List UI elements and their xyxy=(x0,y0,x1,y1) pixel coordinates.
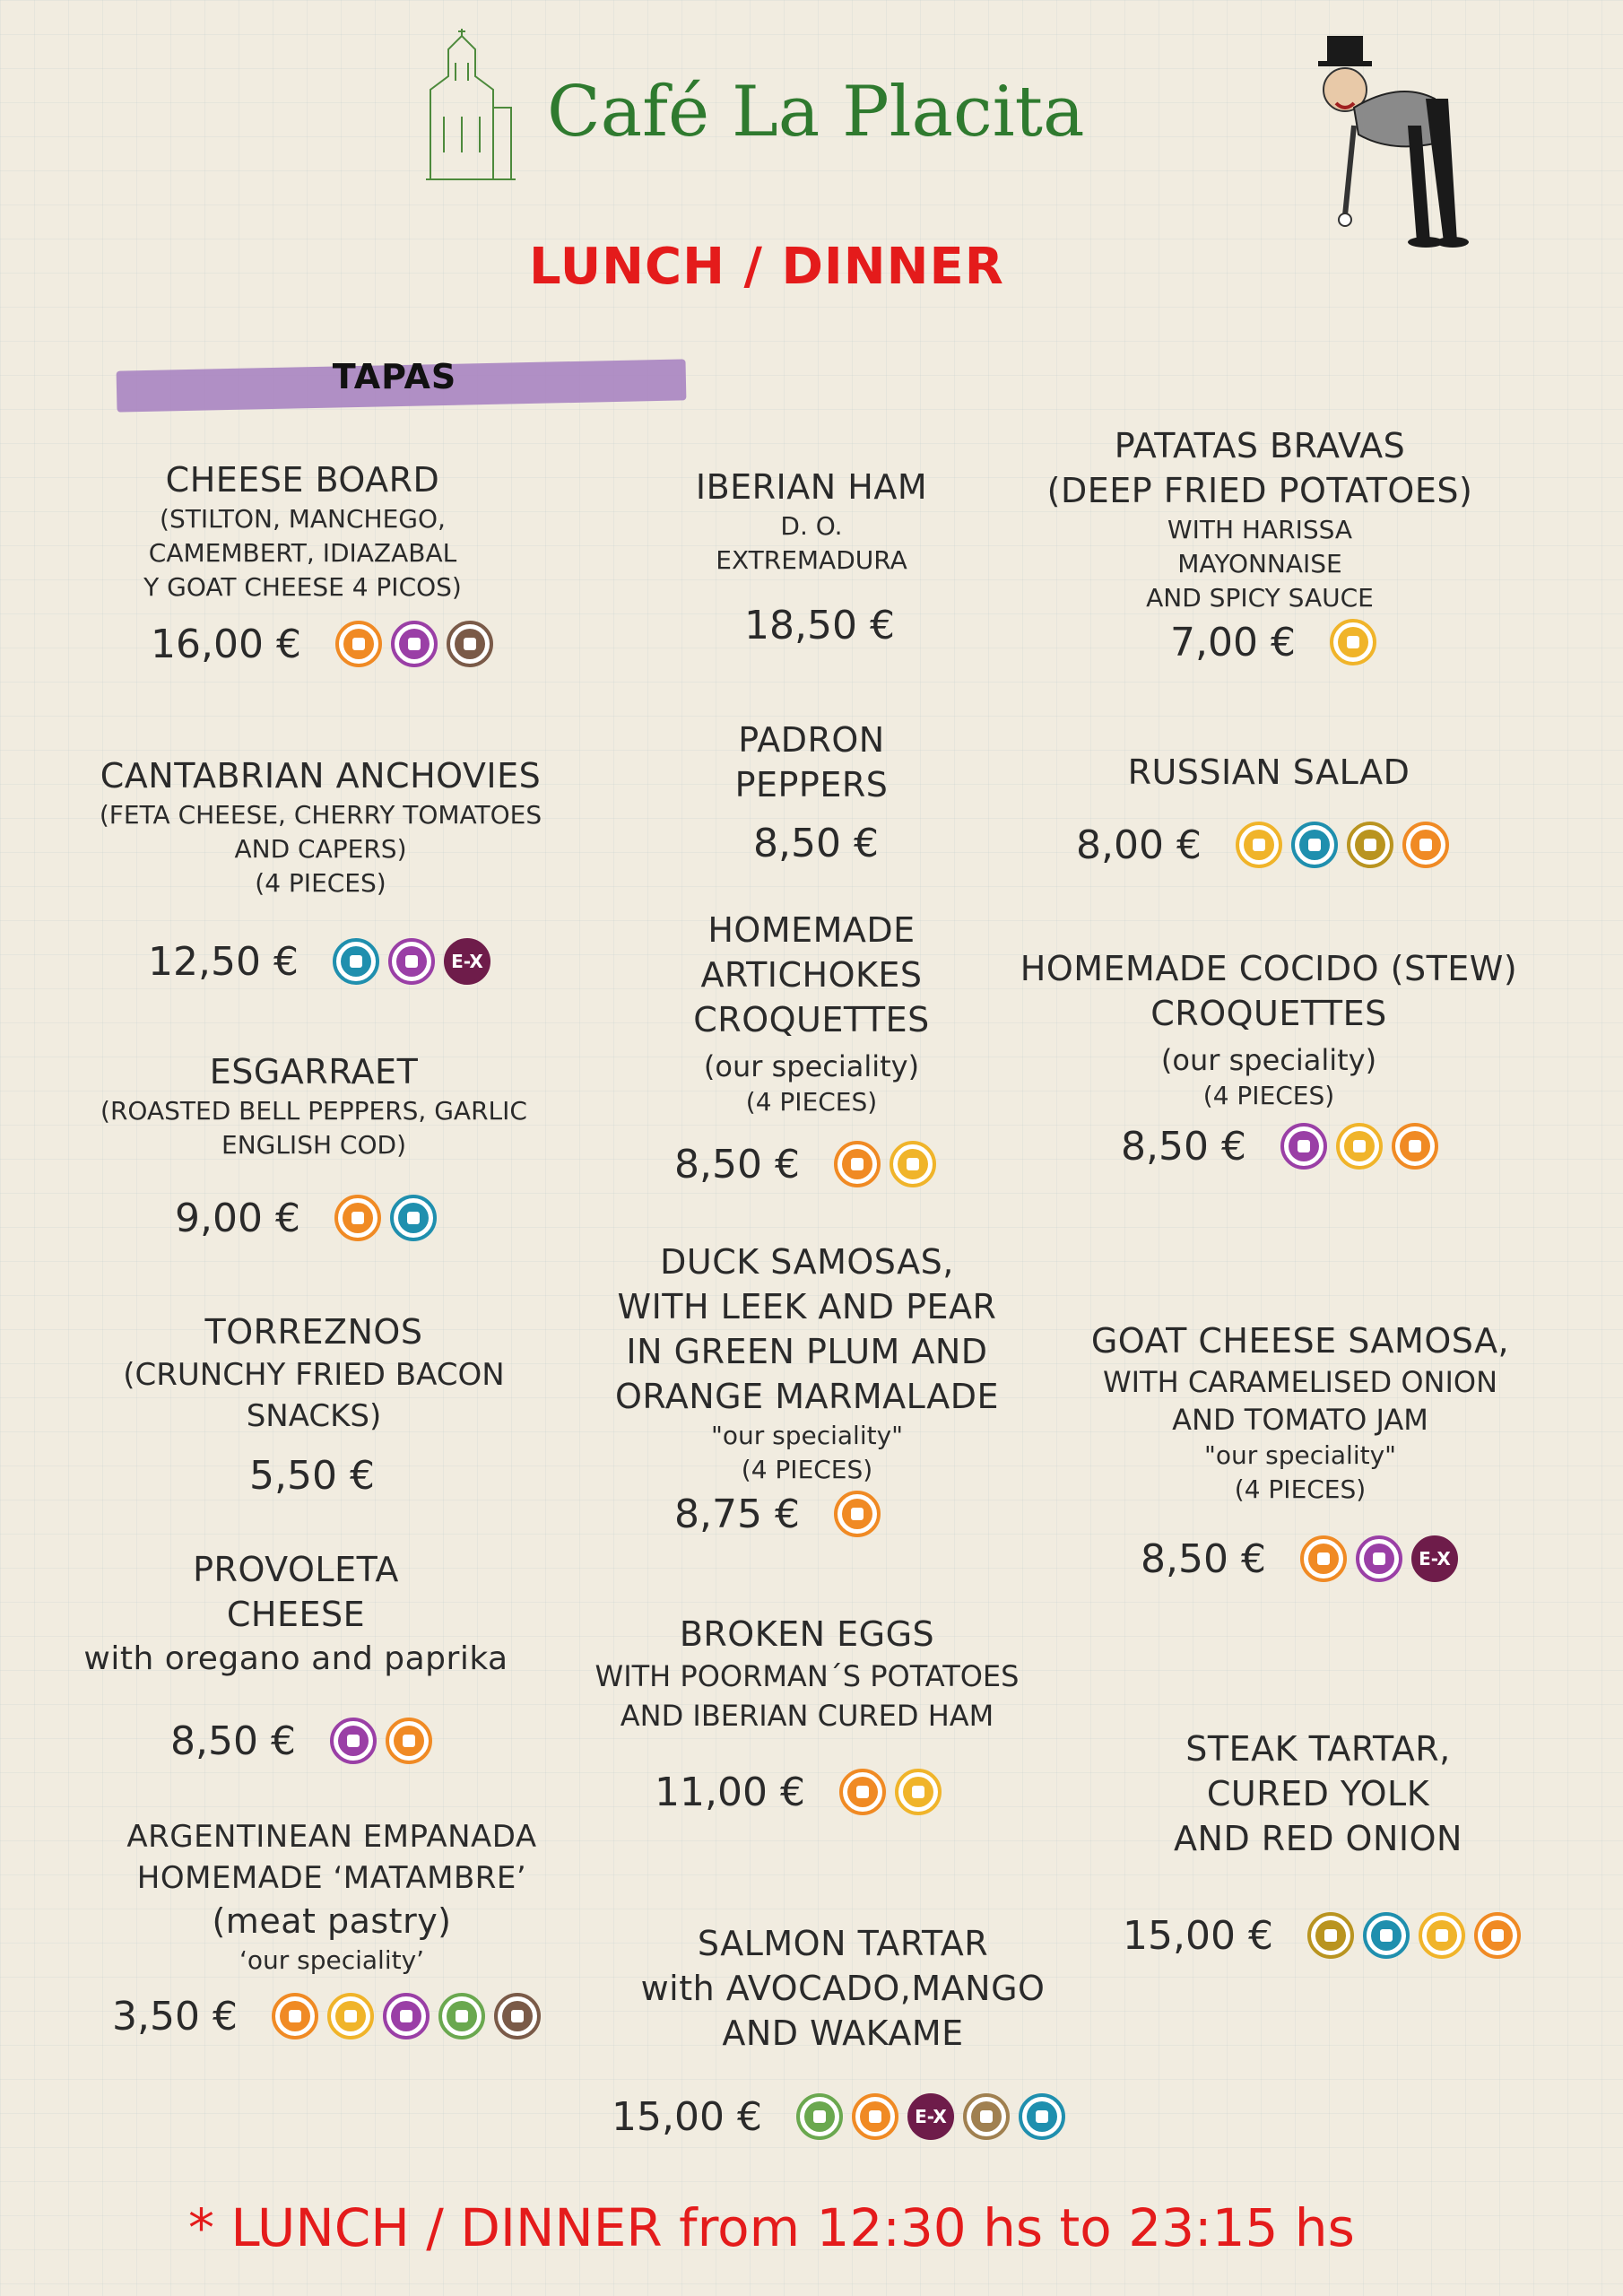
item-desc: (4 PIECES) xyxy=(1234,1474,1367,1504)
item-name: CROQUETTES xyxy=(1150,994,1387,1033)
price-row xyxy=(674,1141,936,1187)
category-label: TAPAS xyxy=(332,357,457,396)
gluten-icon xyxy=(386,1718,432,1764)
item-price: 8,50 € xyxy=(170,1718,296,1764)
item-desc: AND TOMATO JAM xyxy=(1172,1403,1428,1437)
item-desc: ‘our speciality’ xyxy=(239,1945,425,1975)
nuts-icon xyxy=(494,1993,541,2039)
item-price: 12,50 € xyxy=(148,938,299,985)
item-desc: (ROASTED BELL PEPPERS, GARLIC xyxy=(100,1096,527,1126)
menu-item-goat-samosa xyxy=(1058,1318,1542,1507)
price-row xyxy=(674,1491,881,1537)
gluten-icon xyxy=(834,1141,881,1187)
egg-icon xyxy=(1336,1123,1383,1170)
menu-item-artichoke-croquettes xyxy=(632,908,991,1119)
item-desc: WITH CARAMELISED ONION xyxy=(1102,1365,1498,1399)
item-name: BROKEN EGGS xyxy=(679,1614,935,1654)
item-desc: (4 PIECES) xyxy=(741,1455,873,1484)
price-row xyxy=(1076,822,1449,868)
item-price: 18,50 € xyxy=(744,603,895,648)
fish-icon xyxy=(1291,822,1338,868)
price-row xyxy=(1121,1123,1438,1170)
item-desc: (meat pastry) xyxy=(212,1901,452,1941)
sesame-icon xyxy=(963,2093,1010,2140)
price-row xyxy=(744,603,920,648)
top-hat-man-illustration xyxy=(1300,27,1480,251)
item-name: PEPPERS xyxy=(734,765,889,804)
sulphites-icon xyxy=(444,938,490,985)
item-name: ESGARRAET xyxy=(209,1052,419,1091)
egg-icon xyxy=(890,1141,936,1187)
item-name: PATATAS BRAVAS xyxy=(1114,426,1406,465)
egg-icon xyxy=(895,1769,942,1815)
milk-icon xyxy=(383,1993,430,2039)
item-desc: ENGLISH COD) xyxy=(221,1130,406,1160)
gluten-icon xyxy=(335,621,382,667)
menu-item-torreznos xyxy=(99,1309,529,1437)
mustard-icon xyxy=(1347,822,1393,868)
menu-item-cocido-croquettes xyxy=(1004,946,1533,1113)
gluten-icon xyxy=(1474,1912,1521,1959)
item-desc: (4 PIECES) xyxy=(1202,1081,1335,1110)
menu-item-broken-eggs xyxy=(565,1612,1049,1735)
menu-item-russian-salad xyxy=(1067,750,1471,795)
price-row xyxy=(170,1718,432,1764)
price-row xyxy=(753,821,904,866)
menu-item-anchovies xyxy=(76,753,565,900)
item-name: ARTICHOKES xyxy=(700,955,923,995)
price-row xyxy=(151,621,493,667)
item-name: CURED YOLK xyxy=(1206,1774,1430,1813)
item-price: 8,00 € xyxy=(1076,822,1202,868)
item-price: 16,00 € xyxy=(151,621,301,667)
item-price: 7,00 € xyxy=(1170,619,1296,665)
item-name: IN GREEN PLUM AND xyxy=(626,1332,988,1371)
milk-icon xyxy=(391,621,438,667)
item-name: RUSSIAN SALAD xyxy=(1127,752,1410,792)
price-row xyxy=(1170,619,1376,665)
fish-icon xyxy=(390,1195,437,1241)
item-name: PADRON xyxy=(738,720,885,760)
menu-item-patatas-bravas xyxy=(1031,423,1488,615)
price-row xyxy=(148,938,490,985)
milk-icon xyxy=(388,938,435,985)
menu-item-salmon-tartar xyxy=(619,1921,1067,2056)
item-name: TORREZNOS xyxy=(204,1312,423,1352)
milk-icon xyxy=(1280,1123,1327,1170)
item-price: 9,00 € xyxy=(175,1195,300,1241)
item-desc: (CRUNCHY FRIED BACON xyxy=(123,1357,505,1393)
price-row xyxy=(112,1993,541,2039)
menu-item-padron xyxy=(632,718,991,807)
item-name: IBERIAN HAM xyxy=(695,467,928,507)
milk-icon xyxy=(330,1718,377,1764)
item-name: ARGENTINEAN EMPANADA xyxy=(126,1819,537,1855)
item-desc: Y GOAT CHEESE 4 PICOS) xyxy=(143,572,462,602)
opening-hours-footer: * LUNCH / DINNER from 12:30 hs to 23:15 hs xyxy=(188,2197,1355,2258)
price-row xyxy=(612,2093,1065,2140)
gluten-icon xyxy=(1392,1123,1438,1170)
milk-icon xyxy=(1356,1535,1402,1582)
item-name: CROQUETTES xyxy=(693,1000,930,1039)
item-name: CHEESE xyxy=(226,1595,366,1634)
sulphites-label: E-X xyxy=(915,2106,947,2127)
fish-icon xyxy=(1019,2093,1065,2140)
item-price: 15,00 € xyxy=(612,2093,762,2140)
item-price: 8,50 € xyxy=(1141,1535,1266,1582)
menu-item-empanada xyxy=(99,1816,565,1978)
item-price: 8,50 € xyxy=(753,821,879,866)
egg-icon xyxy=(1236,822,1282,868)
menu-item-esgarraet xyxy=(76,1049,551,1162)
menu-item-duck-samosas xyxy=(574,1239,1040,1487)
item-price: 15,00 € xyxy=(1123,1912,1273,1959)
menu-item-steak-tartar xyxy=(1094,1726,1542,1861)
egg-icon xyxy=(1419,1912,1465,1959)
item-desc: (our speciality) xyxy=(703,1049,920,1083)
menu-item-cheese-board xyxy=(81,457,525,604)
church-logo-icon xyxy=(421,27,520,184)
item-name: ORANGE MARMALADE xyxy=(614,1377,999,1416)
item-desc: "our speciality" xyxy=(710,1421,904,1450)
price-row xyxy=(1123,1912,1521,1959)
price-row xyxy=(175,1195,437,1241)
item-name: (DEEP FRIED POTATOES) xyxy=(1046,471,1473,510)
gluten-icon xyxy=(272,1993,318,2039)
item-desc: (4 PIECES) xyxy=(745,1087,878,1117)
item-desc: CAMEMBERT, IDIAZABAL xyxy=(148,538,457,568)
item-desc: AND CAPERS) xyxy=(234,834,407,864)
item-desc: (4 PIECES) xyxy=(255,868,386,898)
item-name: HOMEMADE COCIDO (STEW) xyxy=(1020,949,1518,988)
item-price: 8,50 € xyxy=(1121,1123,1246,1170)
item-name: CANTABRIAN ANCHOVIES xyxy=(100,756,542,796)
item-desc: with oregano and paprika xyxy=(83,1640,508,1677)
menu-item-provoleta xyxy=(76,1547,516,1682)
item-name: HOMEMADE xyxy=(707,910,916,950)
celery-icon xyxy=(438,1993,485,2039)
price-row xyxy=(1141,1535,1458,1582)
item-name: STEAK TARTAR, xyxy=(1185,1729,1451,1769)
item-desc: (FETA CHEESE, CHERRY TOMATOES xyxy=(99,800,542,830)
mustard-icon xyxy=(1307,1912,1354,1959)
item-price: 11,00 € xyxy=(655,1769,805,1815)
item-desc: SNACKS) xyxy=(246,1398,382,1434)
fish-icon xyxy=(333,938,379,985)
price-row xyxy=(655,1769,942,1815)
item-price: 8,50 € xyxy=(674,1141,800,1187)
item-desc: WITH POORMAN´S POTATOES xyxy=(595,1659,1020,1693)
item-price: 8,75 € xyxy=(674,1491,800,1537)
item-price: 5,50 € xyxy=(249,1453,375,1499)
item-desc: (our speciality) xyxy=(1160,1043,1377,1077)
gluten-icon xyxy=(1402,822,1449,868)
sulphites-icon xyxy=(907,2093,954,2140)
item-name: WITH LEEK AND PEAR xyxy=(617,1287,997,1326)
item-desc: (STILTON, MANCHEGO, xyxy=(160,504,446,534)
item-desc: AND IBERIAN CURED HAM xyxy=(620,1699,994,1733)
item-name: AND WAKAME xyxy=(722,2013,964,2053)
gluten-icon xyxy=(852,2093,898,2140)
price-row xyxy=(249,1453,400,1499)
menu-item-iberian-ham xyxy=(592,465,1031,578)
item-name: with AVOCADO,MANGO xyxy=(640,1969,1046,2008)
item-name: GOAT CHEESE SAMOSA, xyxy=(1090,1321,1510,1361)
item-name: PROVOLETA xyxy=(193,1550,399,1589)
section-title: LUNCH / DINNER xyxy=(529,238,1004,296)
sulphites-icon xyxy=(1411,1535,1458,1582)
item-name: CHEESE BOARD xyxy=(165,460,440,500)
item-desc: EXTREMADURA xyxy=(716,545,907,575)
fish-icon xyxy=(1363,1912,1410,1959)
gluten-icon xyxy=(839,1769,886,1815)
item-name: HOMEMADE ‘MATAMBRE’ xyxy=(136,1860,527,1896)
sulphites-label: E-X xyxy=(451,951,483,972)
item-name: SALMON TARTAR xyxy=(697,1924,989,1963)
celery-icon xyxy=(796,2093,843,2140)
nuts-icon xyxy=(447,621,493,667)
item-desc: WITH HARISSA xyxy=(1167,515,1353,544)
item-desc: "our speciality" xyxy=(1203,1440,1397,1470)
gluten-icon xyxy=(1300,1535,1347,1582)
gluten-icon xyxy=(834,1491,881,1537)
item-desc: MAYONNAISE xyxy=(1177,549,1342,578)
item-desc: D. O. xyxy=(780,511,843,541)
brand-name: Café La Placita xyxy=(547,72,1085,152)
gluten-icon xyxy=(334,1195,381,1241)
egg-icon xyxy=(327,1993,374,2039)
item-desc: AND SPICY SAUCE xyxy=(1146,583,1374,613)
egg-icon xyxy=(1330,619,1376,665)
item-name: AND RED ONION xyxy=(1174,1819,1462,1858)
item-price: 3,50 € xyxy=(112,1993,238,2039)
item-name: DUCK SAMOSAS, xyxy=(660,1242,954,1282)
sulphites-label: E-X xyxy=(1419,1548,1451,1570)
